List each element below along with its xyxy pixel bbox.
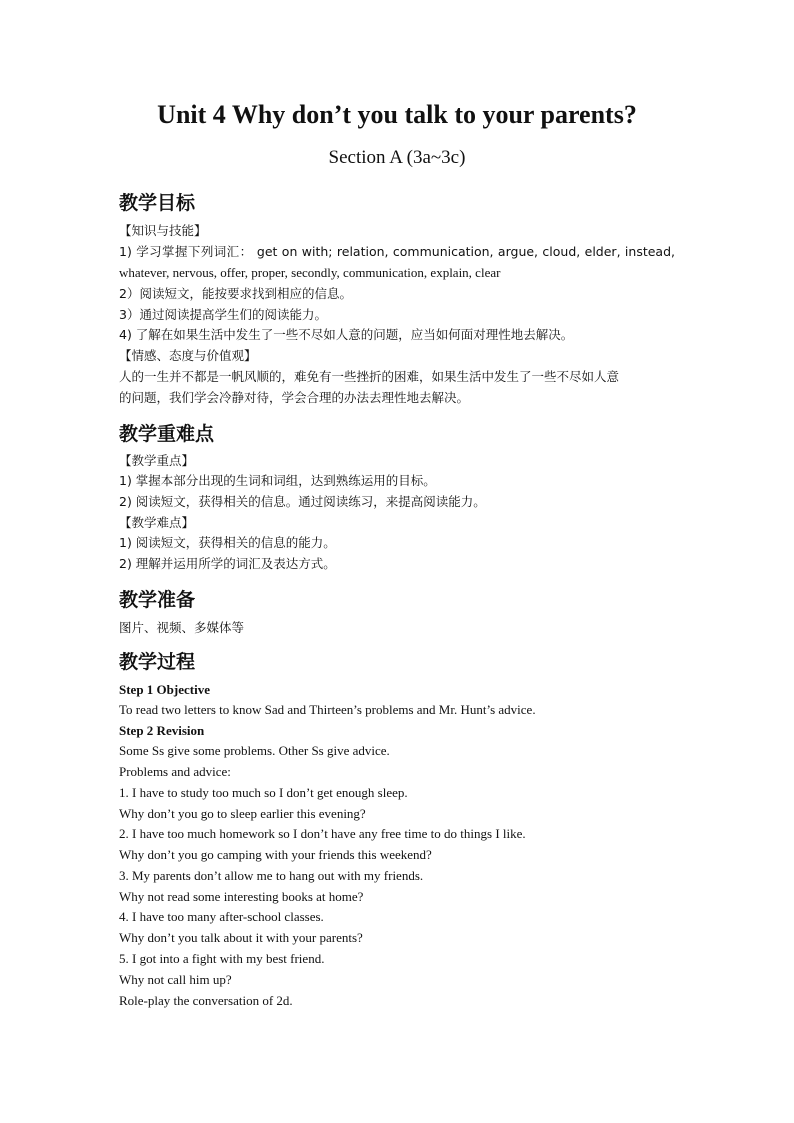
process-line: 1. I have to study too much so I don’t get enough sleep.: [119, 785, 408, 800]
section-heading-preparation: 教学准备: [119, 589, 196, 611]
objective-item-3: 3）通过阅读提高学生们的阅读能力。: [119, 307, 327, 322]
objective-item-4: 4) 了解在如果生活中发生了一些不尽如人意的问题，应当如何面对理性地去解决。: [119, 327, 574, 342]
objective-item-2: 2）阅读短文，能按要求找到相应的信息。: [119, 286, 352, 301]
process-line: Role-play the conversation of 2d.: [119, 993, 293, 1008]
problems-advice-label: Problems and advice:: [119, 764, 231, 779]
step-1-text: To read two letters to know Sad and Thirteen’s problems and Mr. Hunt’s advice.: [119, 702, 536, 717]
vocab-line-1: 1) 学习掌握下列词汇： get on with; relation, communication, argue, cloud, elder, instead,: [119, 244, 675, 259]
section-heading-objectives: 教学目标: [119, 192, 196, 214]
document-title: Unit 4 Why don’t you talk to your parents?: [157, 100, 637, 129]
step-2-text: Some Ss give some problems. Other Ss give advice.: [119, 743, 390, 758]
focus-item-2: 2) 阅读短文，获得相关的信息。通过阅读练习，来提高阅读能力。: [119, 494, 486, 509]
process-line: Why don’t you go camping with your friends this weekend?: [119, 847, 432, 862]
section-heading-process: 教学过程: [119, 651, 196, 673]
step-2-title: Step 2 Revision: [119, 723, 205, 738]
preparation-text: 图片、视频、多媒体等: [119, 620, 245, 635]
attitude-line-2: 的问题，我们学会冷静对待，学会合理的办法去理性地去解决。: [119, 390, 470, 405]
vocab-line-2: whatever, nervous, offer, proper, secondly, communication, explain, clear: [119, 265, 501, 280]
focus-item-1: 1) 掌握本部分出现的生词和词组，达到熟练运用的目标。: [119, 473, 436, 488]
process-line: Why not read some interesting books at home?: [119, 889, 364, 904]
process-line: Why not call him up?: [119, 972, 232, 987]
knowledge-label: 【知识与技能】: [119, 223, 207, 238]
step-1-title: Step 1 Objective: [119, 682, 210, 697]
process-line: Why don’t you go to sleep earlier this evening?: [119, 806, 366, 821]
difficulty-item-2: 2) 理解并运用所学的词汇及表达方式。: [119, 556, 336, 571]
difficulty-item-1: 1) 阅读短文，获得相关的信息的能力。: [119, 535, 336, 550]
process-line: 4. I have too many after-school classes.: [119, 909, 324, 924]
process-line: Why don’t you talk about it with your parents?: [119, 930, 363, 945]
focus-label: 【教学重点】: [119, 453, 195, 468]
process-line: 5. I got into a fight with my best friend.: [119, 951, 325, 966]
attitude-line-1: 人的一生并不都是一帆风顺的，难免有一些挫折的困难，如果生活中发生了一些不尽如人意: [119, 369, 620, 384]
difficulty-label: 【教学难点】: [119, 515, 195, 530]
attitude-label: 【情感、态度与价值观】: [119, 348, 257, 363]
document-subtitle: Section A (3a~3c): [328, 147, 466, 168]
section-heading-key-points: 教学重难点: [119, 423, 215, 445]
process-line: 3. My parents don’t allow me to hang out with my friends.: [119, 868, 424, 883]
process-line: 2. I have too much homework so I don’t have any free time to do things I like.: [119, 826, 526, 841]
